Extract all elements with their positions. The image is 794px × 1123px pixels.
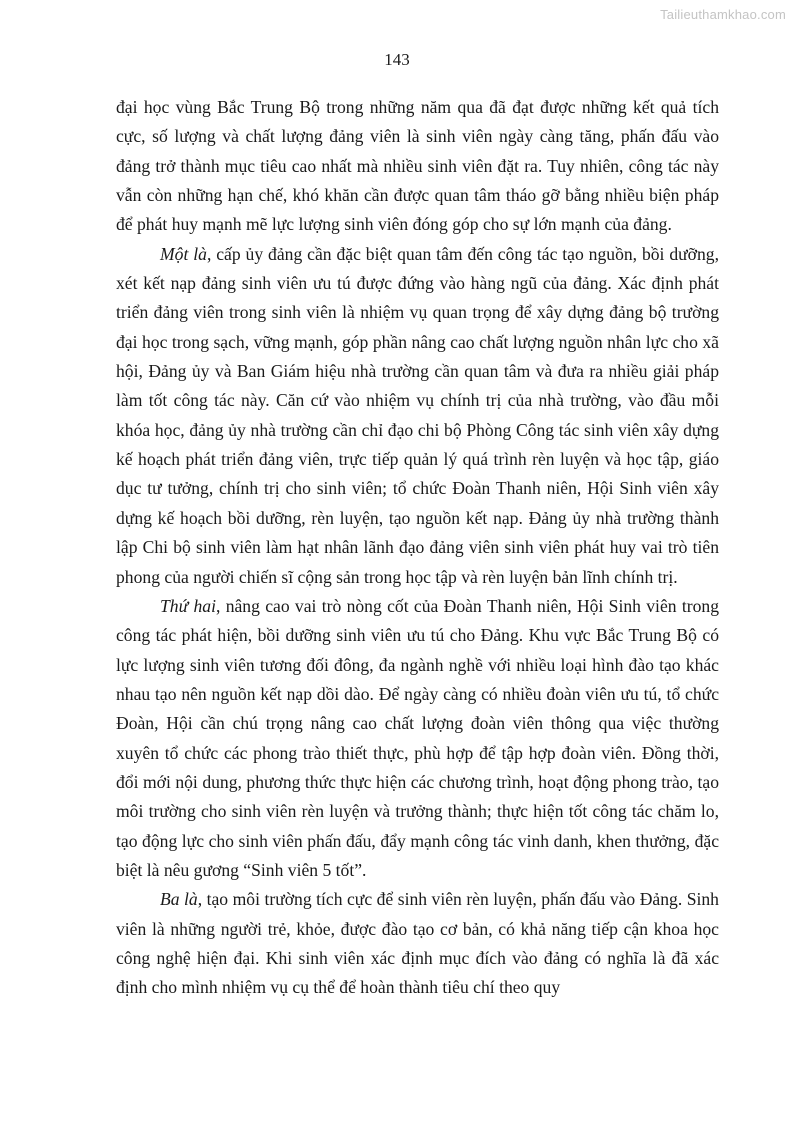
paragraph-continuation [116, 93, 719, 240]
paragraph-mot-la [116, 240, 719, 592]
document-body [116, 93, 719, 1003]
page-number: 143 [384, 50, 410, 69]
paragraph-text: đại học vùng Bắc Trung Bộ trong những năm qua đã đạt được những kết quả tích cực, số lượng và chất lượng đảng viên là sinh viên ngày càng tăng, phấn đấu vào đảng trở thành mục tiêu cao nhất mà nhiều sinh viên đặt ra. Tuy nhiên, công tác này vẫn còn những hạn chế, khó khăn cần được quan tâm tháo gỡ bằng nhiều biện pháp để phát huy mạnh mẽ lực lượng sinh viên đóng góp cho sự lớn mạnh của đảng. [116, 97, 719, 235]
paragraph-text: , nâng cao vai trò nòng cốt của Đoàn Thanh niên, Hội Sinh viên trong công tác phát hiện, bồi dưỡng sinh viên ưu tú cho Đảng. Khu vực Bắc Trung Bộ có lực lượng sinh viên tương đối đông, đa ngành nghề với nhiều loại hình đào tạo khác nhau tạo nên nguồn kết nạp dồi dào. Để ngày càng có nhiều đoàn viên ưu tú, tổ chức Đoàn, Hội cần chú trọng nâng cao chất lượng đoàn viên thông qua việc thường xuyên tổ chức các phong trào thiết thực, phù hợp để tập hợp đoàn viên. Đồng thời, đổi mới nội dung, phương thức thực hiện các chương trình, hoạt động phong trào, tạo môi trường cho sinh viên rèn luyện và trưởng thành; thực hiện tốt công tác chăm lo, tạo động lực cho sinh viên phấn đấu, đẩy mạnh công tác vinh danh, khen thưởng, đặc biệt là nêu gương “Sinh viên 5 tốt”. [116, 595, 719, 880]
watermark: Tailieuthamkhao.com [660, 7, 786, 22]
paragraph-text: , cấp ủy đảng cần đặc biệt quan tâm đến công tác tạo nguồn, bồi dưỡng, xét kết nạp đảng sinh viên ưu tú được đứng vào hàng ngũ của đảng. Xác định phát triển đảng viên trong sinh viên là nhiệm vụ quan trọng để xây dựng đảng bộ trường đại học trong sạch, vững mạnh, góp phần nâng cao chất lượng nguồn nhân lực cho xã hội, Đảng ủy và Ban Giám hiệu nhà trường cần quan tâm và đưa ra nhiều giải pháp làm tốt công tác này. Căn cứ vào nhiệm vụ chính trị của nhà trường, vào đầu mỗi khóa học, đảng ủy nhà trường cần chỉ đạo chi bộ Phòng Công tác sinh viên xây dựng kế hoạch phát triển đảng viên, trực tiếp quản lý quá trình rèn luyện và học tập, giáo dục tư tưởng, chính trị cho sinh viên; tổ chức Đoàn Thanh niên, Hội Sinh viên xây dựng kế hoạch bồi dưỡng, rèn luyện, tạo nguồn kết nạp. Đảng ủy nhà trường thành lập Chi bộ sinh viên làm hạt nhân lãnh đạo đảng viên sinh viên phát huy vai trò tiên phong của người chiến sĩ cộng sản trong học tập và rèn luyện bản lĩnh chính trị. [116, 243, 719, 587]
paragraph-lead: Một là [160, 243, 207, 264]
paragraph-lead: Thứ hai [160, 595, 216, 616]
paragraph-thu-hai [116, 592, 719, 885]
paragraph-ba-la [116, 885, 719, 1002]
paragraph-lead: Ba là [160, 889, 198, 910]
paragraph-text: , tạo môi trường tích cực để sinh viên rèn luyện, phấn đấu vào Đảng. Sinh viên là những người trẻ, khỏe, được đào tạo cơ bản, có khả năng tiếp cận khoa học công nghệ hiện đại. Khi sinh viên xác định mục đích vào đảng có nghĩa là đã xác định cho mình nhiệm vụ cụ thể để hoàn thành tiêu chí theo quy [116, 889, 719, 998]
